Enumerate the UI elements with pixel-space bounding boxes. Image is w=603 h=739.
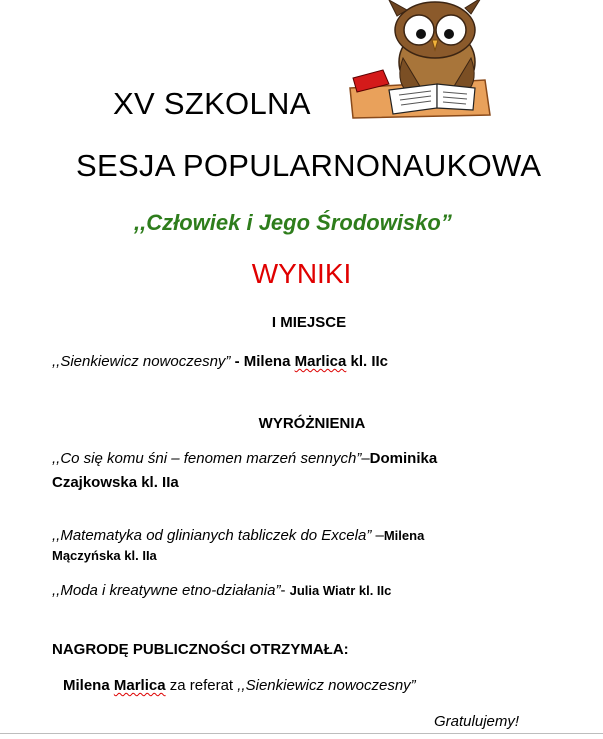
first-place-last-name: Marlica [294,353,347,370]
audience-award-heading: NAGRODĘ PUBLICZNOŚCI OTRZYMAŁA: [52,641,349,658]
first-place-first-name: Milena [243,353,295,370]
mention-1-author-line-2: Czajkowska kl. IIa [52,474,179,491]
first-place-heading: I MIEJSCE [271,314,347,331]
first-place-entry: ,,Sienkiewicz nowoczesny” - Milena Marlica kl. IIc [52,353,389,370]
first-place-class: kl. IIc [346,353,389,370]
mention-1-author-first: Dominika [369,450,438,467]
mention-1-title: ,,Co się komu śni – fenomen marzeń sennych” [52,450,362,467]
audience-winner-first: Milena [63,677,114,694]
mention-2-line-1: ,,Matematyka od glinianych tabliczek do Excela” –Milena [52,527,425,544]
results-heading: WYNIKI [251,258,352,289]
first-place-title: ,,Sienkiewicz nowoczesny” [52,353,231,370]
owl-reading-book-icon [345,0,495,120]
mention-2-title: ,,Matematyka od glinianych tabliczek do Excela” [52,527,372,544]
closing-text: Gratulujemy! [434,713,520,730]
honorable-mentions-heading: WYRÓŻNIENIA [258,415,366,432]
title-line-1: XV SZKOLNA [113,86,311,121]
audience-award-title: ,,Sienkiewicz nowoczesny” [237,677,416,694]
audience-award-entry: Milena Marlica za referat ,,Sienkiewicz nowoczesny” [63,677,416,694]
mention-3-author: Julia Wiatr kl. IIc [289,583,392,598]
session-subtitle: ,,Człowiek i Jego Środowisko” [134,210,452,235]
mention-2-author-line-2: Mączyńska kl. IIa [52,548,157,563]
mention-2-author-first: Milena [383,528,425,543]
audience-winner-last: Marlica [113,677,166,694]
mention-3-line: ,,Moda i kreatywne etno-działania”- Julia Wiatr kl. IIc [52,582,392,599]
page-bottom-divider [0,733,603,734]
mention-1-line-1: ,,Co się komu śni – fenomen marzeń sennych”–Dominika [52,450,438,467]
title-line-2: SESJA POPULARNONAUKOWA [76,148,542,183]
mention-3-title: ,,Moda i kreatywne etno-działania” [52,582,281,599]
